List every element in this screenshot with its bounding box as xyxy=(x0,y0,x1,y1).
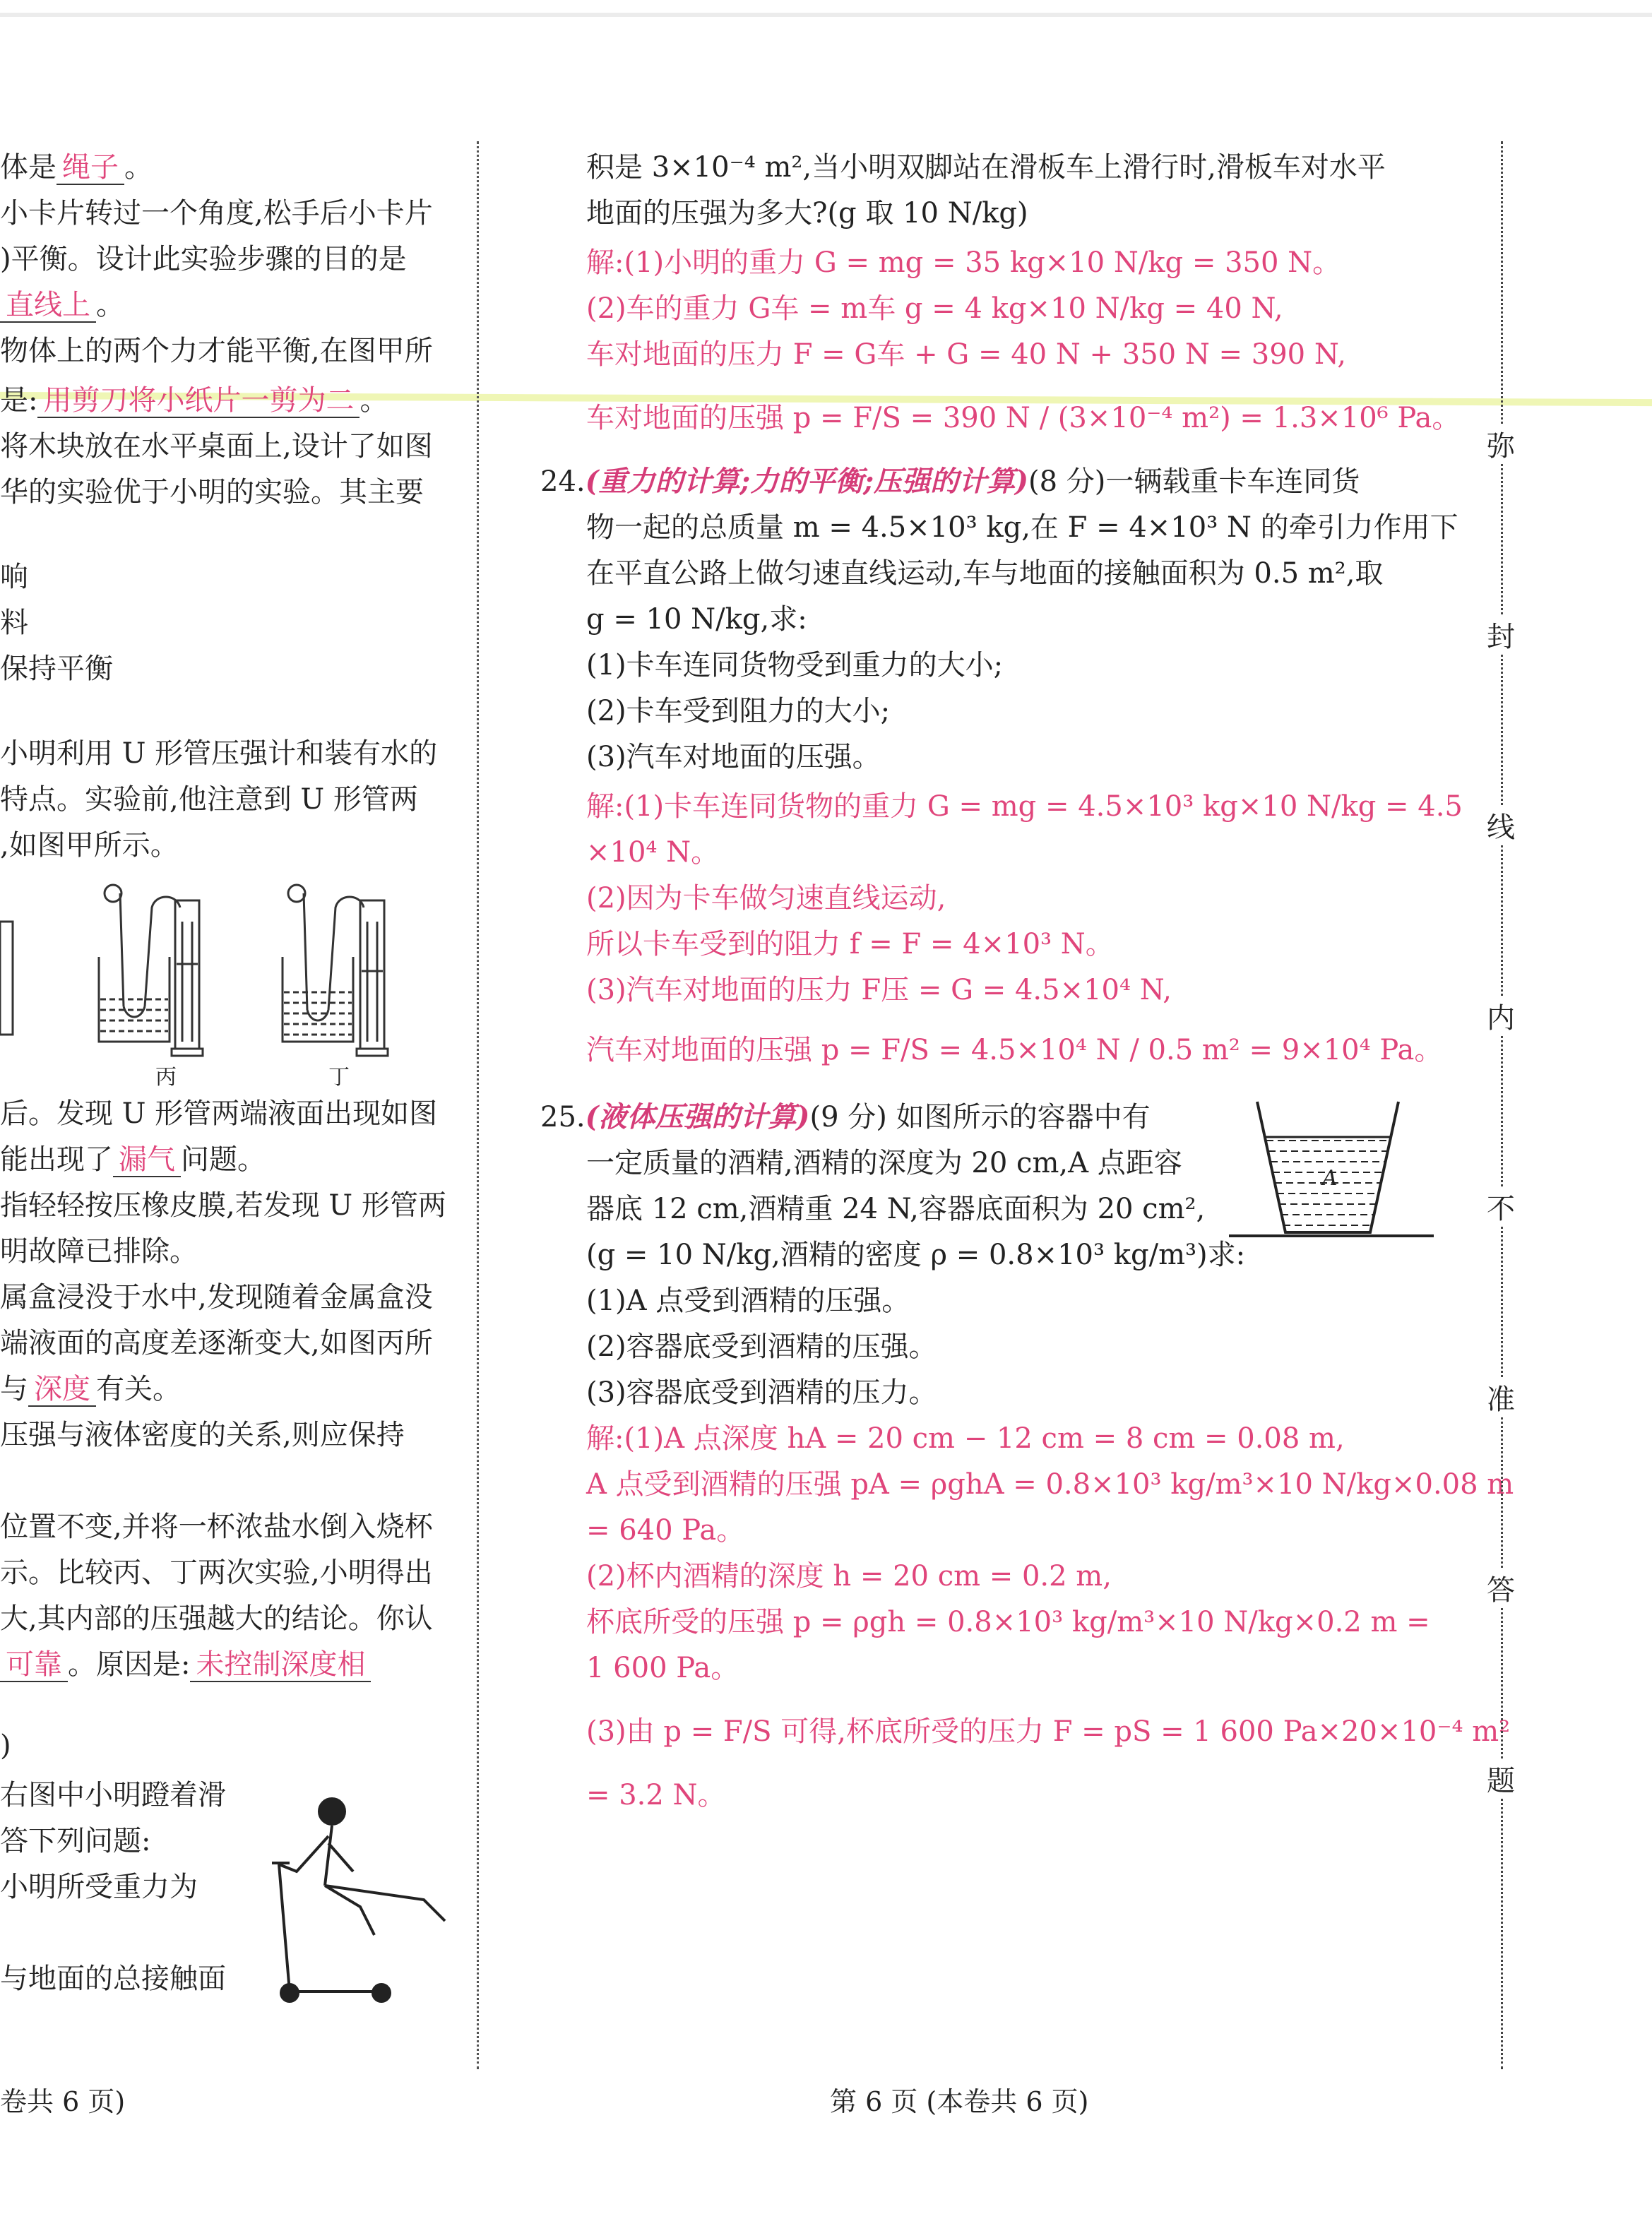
question-text: g = 10 N/kg,求: xyxy=(586,603,807,636)
question-text: 一定质量的酒精,酒精的深度为 20 cm,A 点距容 xyxy=(586,1147,1182,1179)
left-text: 响 xyxy=(0,561,28,593)
answer-line: = 640 Pa。 xyxy=(586,1514,745,1547)
question-text: (3)汽车对地面的压强。 xyxy=(586,741,881,773)
seal-char: 封 xyxy=(1480,614,1522,655)
left-text-line xyxy=(0,1649,371,1680)
fig-label-bing: 丙 xyxy=(155,1065,177,1090)
scooter-figure xyxy=(268,1794,459,2006)
page-footer: 第 6 页 (本卷共 6 页) xyxy=(830,2086,1089,2117)
left-text: 是: xyxy=(0,384,38,417)
left-text: 明故障已排除。 xyxy=(0,1235,198,1268)
topic-tag: (重力的计算;力的平衡;压强的计算) xyxy=(585,465,1029,498)
question-text: 器底 12 cm,酒精重 24 N,容器底面积为 20 cm², xyxy=(586,1193,1206,1225)
question-text: 积是 3×10⁻⁴ m²,当小明双脚站在滑板车上滑行时,滑板车对水平 xyxy=(586,151,1386,184)
question-text: (2)容器底受到酒精的压强。 xyxy=(586,1331,937,1363)
left-text: 压强与液体密度的关系,则应保持 xyxy=(0,1419,405,1451)
question-text: 在平直公路上做匀速直线运动,车与地面的接触面积为 0.5 m²,取 xyxy=(586,557,1384,590)
left-text: 物体上的两个力才能平衡,在图甲所 xyxy=(0,335,433,367)
left-text-line xyxy=(0,738,437,769)
left-text: 。 xyxy=(359,384,388,417)
answer-line: 杯底所受的压强 p = ρgh = 0.8×10³ kg/m³×10 N/kg×0.2 m = xyxy=(586,1606,1430,1638)
answer-line: 车对地面的压强 p = F/S = 390 N / (3×10⁻⁴ m²) = 1.3×10⁶ Pa。 xyxy=(586,402,1461,434)
column-divider xyxy=(477,141,479,2069)
left-text: 能出现了 xyxy=(0,1143,113,1176)
answer-line: (2)因为卡车做匀速直线运动, xyxy=(586,882,946,915)
answer-blank: 未控制深度相 xyxy=(190,1648,371,1682)
topic-tag: (液体压强的计算) xyxy=(585,1100,810,1133)
left-text-line xyxy=(0,1603,433,1634)
left-text: 答下列问题: xyxy=(0,1825,151,1857)
left-text-line xyxy=(0,152,153,183)
answer-blank: 漏气 xyxy=(113,1143,181,1177)
left-text-line xyxy=(0,244,407,275)
question-number: 24. xyxy=(540,465,586,498)
left-text-line xyxy=(0,1780,226,1811)
answer-line: ×10⁴ N。 xyxy=(586,836,720,869)
question-text: (1)A 点受到酒精的压强。 xyxy=(586,1285,910,1317)
question-25-header xyxy=(540,1102,1151,1133)
seal-char: 内 xyxy=(1480,996,1522,1036)
left-text-line xyxy=(0,335,433,367)
left-text: 小明利用 U 形管压强计和装有水的 xyxy=(0,737,438,770)
answer-line: (2)车的重力 G车 = m车 g = 4 kg×10 N/kg = 40 N, xyxy=(586,292,1283,325)
left-text-line xyxy=(0,1374,181,1405)
fig-label-ding: 丁 xyxy=(328,1065,350,1090)
left-text: 保持平衡 xyxy=(0,653,113,685)
left-text-line xyxy=(0,607,28,638)
question-text: (8 分)一辆载重卡车连同货 xyxy=(1028,465,1360,498)
left-text-line xyxy=(0,1282,433,1313)
left-text: 后。发现 U 形管两端液面出现如图 xyxy=(0,1097,438,1130)
left-text-line xyxy=(0,1871,198,1903)
left-text-line xyxy=(0,784,418,815)
left-text-line xyxy=(0,1826,150,1857)
left-text-line xyxy=(0,198,433,229)
question-number: 25. xyxy=(540,1101,586,1133)
question-text: (g = 10 N/kg,酒精的密度 ρ = 0.8×10³ kg/m³)求: xyxy=(586,1239,1246,1271)
container-figure xyxy=(1229,1095,1434,1250)
left-text: 指轻轻按压橡皮膜,若发现 U 形管两 xyxy=(0,1189,446,1222)
answer-line: 解:(1)卡车连同货物的重力 G = mg = 4.5×10³ kg×10 N/kg = 4.5 xyxy=(586,790,1463,823)
question-text: (3)容器底受到酒精的压力。 xyxy=(586,1376,937,1409)
left-text: 位置不变,并将一杯浓盐水倒入烧杯 xyxy=(0,1511,433,1543)
answer-line: 车对地面的压力 F = G车 + G = 40 N + 350 N = 390 N, xyxy=(586,338,1346,371)
answer-blank: 可靠 xyxy=(0,1648,68,1682)
left-text-line xyxy=(0,1144,266,1175)
left-text-line xyxy=(0,1511,433,1542)
seal-char: 线 xyxy=(1480,805,1522,845)
seal-char: 不 xyxy=(1480,1186,1522,1227)
left-text: 与 xyxy=(0,1373,28,1405)
left-text: 小明所受重力为 xyxy=(0,1871,198,1903)
answer-line: 解:(1)小明的重力 G = mg = 35 kg×10 N/kg = 350 N。 xyxy=(586,246,1341,279)
answer-blank: 用剪刀将小纸片一剪为二 xyxy=(37,384,359,418)
left-text: ,如图甲所示。 xyxy=(0,829,179,862)
left-text-line xyxy=(0,290,124,321)
seal-char: 题 xyxy=(1480,1758,1522,1799)
left-text: 属盒浸没于水中,发现随着金属盒没 xyxy=(0,1281,433,1314)
left-text-line xyxy=(0,830,179,861)
left-text: 。 xyxy=(124,151,153,184)
answer-line: A 点受到酒精的压强 pA = ρghA = 0.8×10³ kg/m³×10 N/kg×0.08 m xyxy=(586,1468,1514,1501)
left-text-line xyxy=(0,1963,226,1994)
left-text-line xyxy=(0,431,433,462)
question-text: 地面的压强为多大?(g 取 10 N/kg) xyxy=(586,197,1028,230)
point-a-label: A xyxy=(1322,1166,1338,1191)
left-text-line xyxy=(0,561,28,593)
left-text-line xyxy=(0,477,424,508)
left-text-line xyxy=(0,385,388,416)
answer-line: 1 600 Pa。 xyxy=(586,1652,739,1684)
left-text: 体是 xyxy=(0,151,57,184)
manometer-figure-ding xyxy=(261,879,473,1091)
answer-line: 所以卡车受到的阻力 f = F = 4×10³ N。 xyxy=(586,928,1114,960)
left-text: 料 xyxy=(0,607,28,639)
top-edge xyxy=(0,13,1652,17)
left-text: 问题。 xyxy=(181,1143,266,1176)
left-text: 与地面的总接触面 xyxy=(0,1963,226,1995)
seal-char: 准 xyxy=(1480,1377,1522,1417)
left-text: 大,其内部的压强越大的结论。你认 xyxy=(0,1602,433,1635)
left-text-line xyxy=(0,1190,446,1221)
left-text-line xyxy=(0,1557,433,1588)
question-text: 物一起的总质量 m = 4.5×10³ kg,在 F = 4×10³ N 的牵引力作用下 xyxy=(586,511,1458,544)
answer-line: (3)汽车对地面的压力 F压 = G = 4.5×10⁴ N, xyxy=(586,974,1172,1006)
left-text: 小卡片转过一个角度,松手后小卡片 xyxy=(0,197,433,230)
answer-blank: 直线上 xyxy=(0,289,96,323)
answer-line: (3)由 p = F/S 可得,杯底所受的压力 F = pS = 1 600 Pa×20×10⁻⁴ m² xyxy=(586,1715,1511,1748)
answer-line: 解:(1)A 点深度 hA = 20 cm − 12 cm = 8 cm = 0.08 m, xyxy=(586,1422,1345,1455)
question-text: (1)卡车连同货物受到重力的大小; xyxy=(586,649,1004,681)
left-text: 。 xyxy=(96,289,124,321)
left-text: 将木块放在水平桌面上,设计了如图 xyxy=(0,430,433,463)
question-text: (9 分) 如图所示的容器中有 xyxy=(809,1101,1151,1133)
seal-char: 弥 xyxy=(1480,424,1522,464)
left-text: 特点。实验前,他注意到 U 形管两 xyxy=(0,783,418,816)
left-text: 有关。 xyxy=(96,1373,181,1405)
answer-blank: 绳子 xyxy=(57,151,124,185)
left-text: 。原因是: xyxy=(68,1648,191,1681)
left-text: 华的实验优于小明的实验。其主要 xyxy=(0,476,424,508)
left-text-line xyxy=(0,1419,405,1451)
left-text: 示。比较丙、丁两次实验,小明得出 xyxy=(0,1557,433,1589)
left-footer: 卷共 6 页) xyxy=(0,2086,126,2117)
answer-line: = 3.2 N。 xyxy=(586,1779,726,1811)
left-text-line xyxy=(0,1236,198,1267)
left-text: 右图中小明蹬着滑 xyxy=(0,1779,226,1811)
left-text-line xyxy=(0,653,113,684)
left-text-line xyxy=(0,1328,433,1359)
answer-line: 汽车对地面的压强 p = F/S = 4.5×10⁴ N / 0.5 m² = 9×10⁴ Pa。 xyxy=(586,1034,1443,1066)
answer-line: (2)杯内酒精的深度 h = 20 cm = 0.2 m, xyxy=(586,1560,1112,1593)
question-24-header xyxy=(540,466,1360,497)
left-text-line xyxy=(0,1098,437,1129)
answer-blank: 深度 xyxy=(28,1373,96,1407)
manometer-figures xyxy=(0,879,240,1091)
question-text: (2)卡车受到阻力的大小; xyxy=(586,695,891,727)
left-text: 端液面的高度差逐渐变大,如图丙所 xyxy=(0,1327,433,1359)
seal-char: 答 xyxy=(1480,1568,1522,1608)
left-text-line xyxy=(0,1730,11,1761)
left-text: ) xyxy=(0,1730,11,1762)
left-text: )平衡。设计此实验步骤的目的是 xyxy=(0,243,407,275)
